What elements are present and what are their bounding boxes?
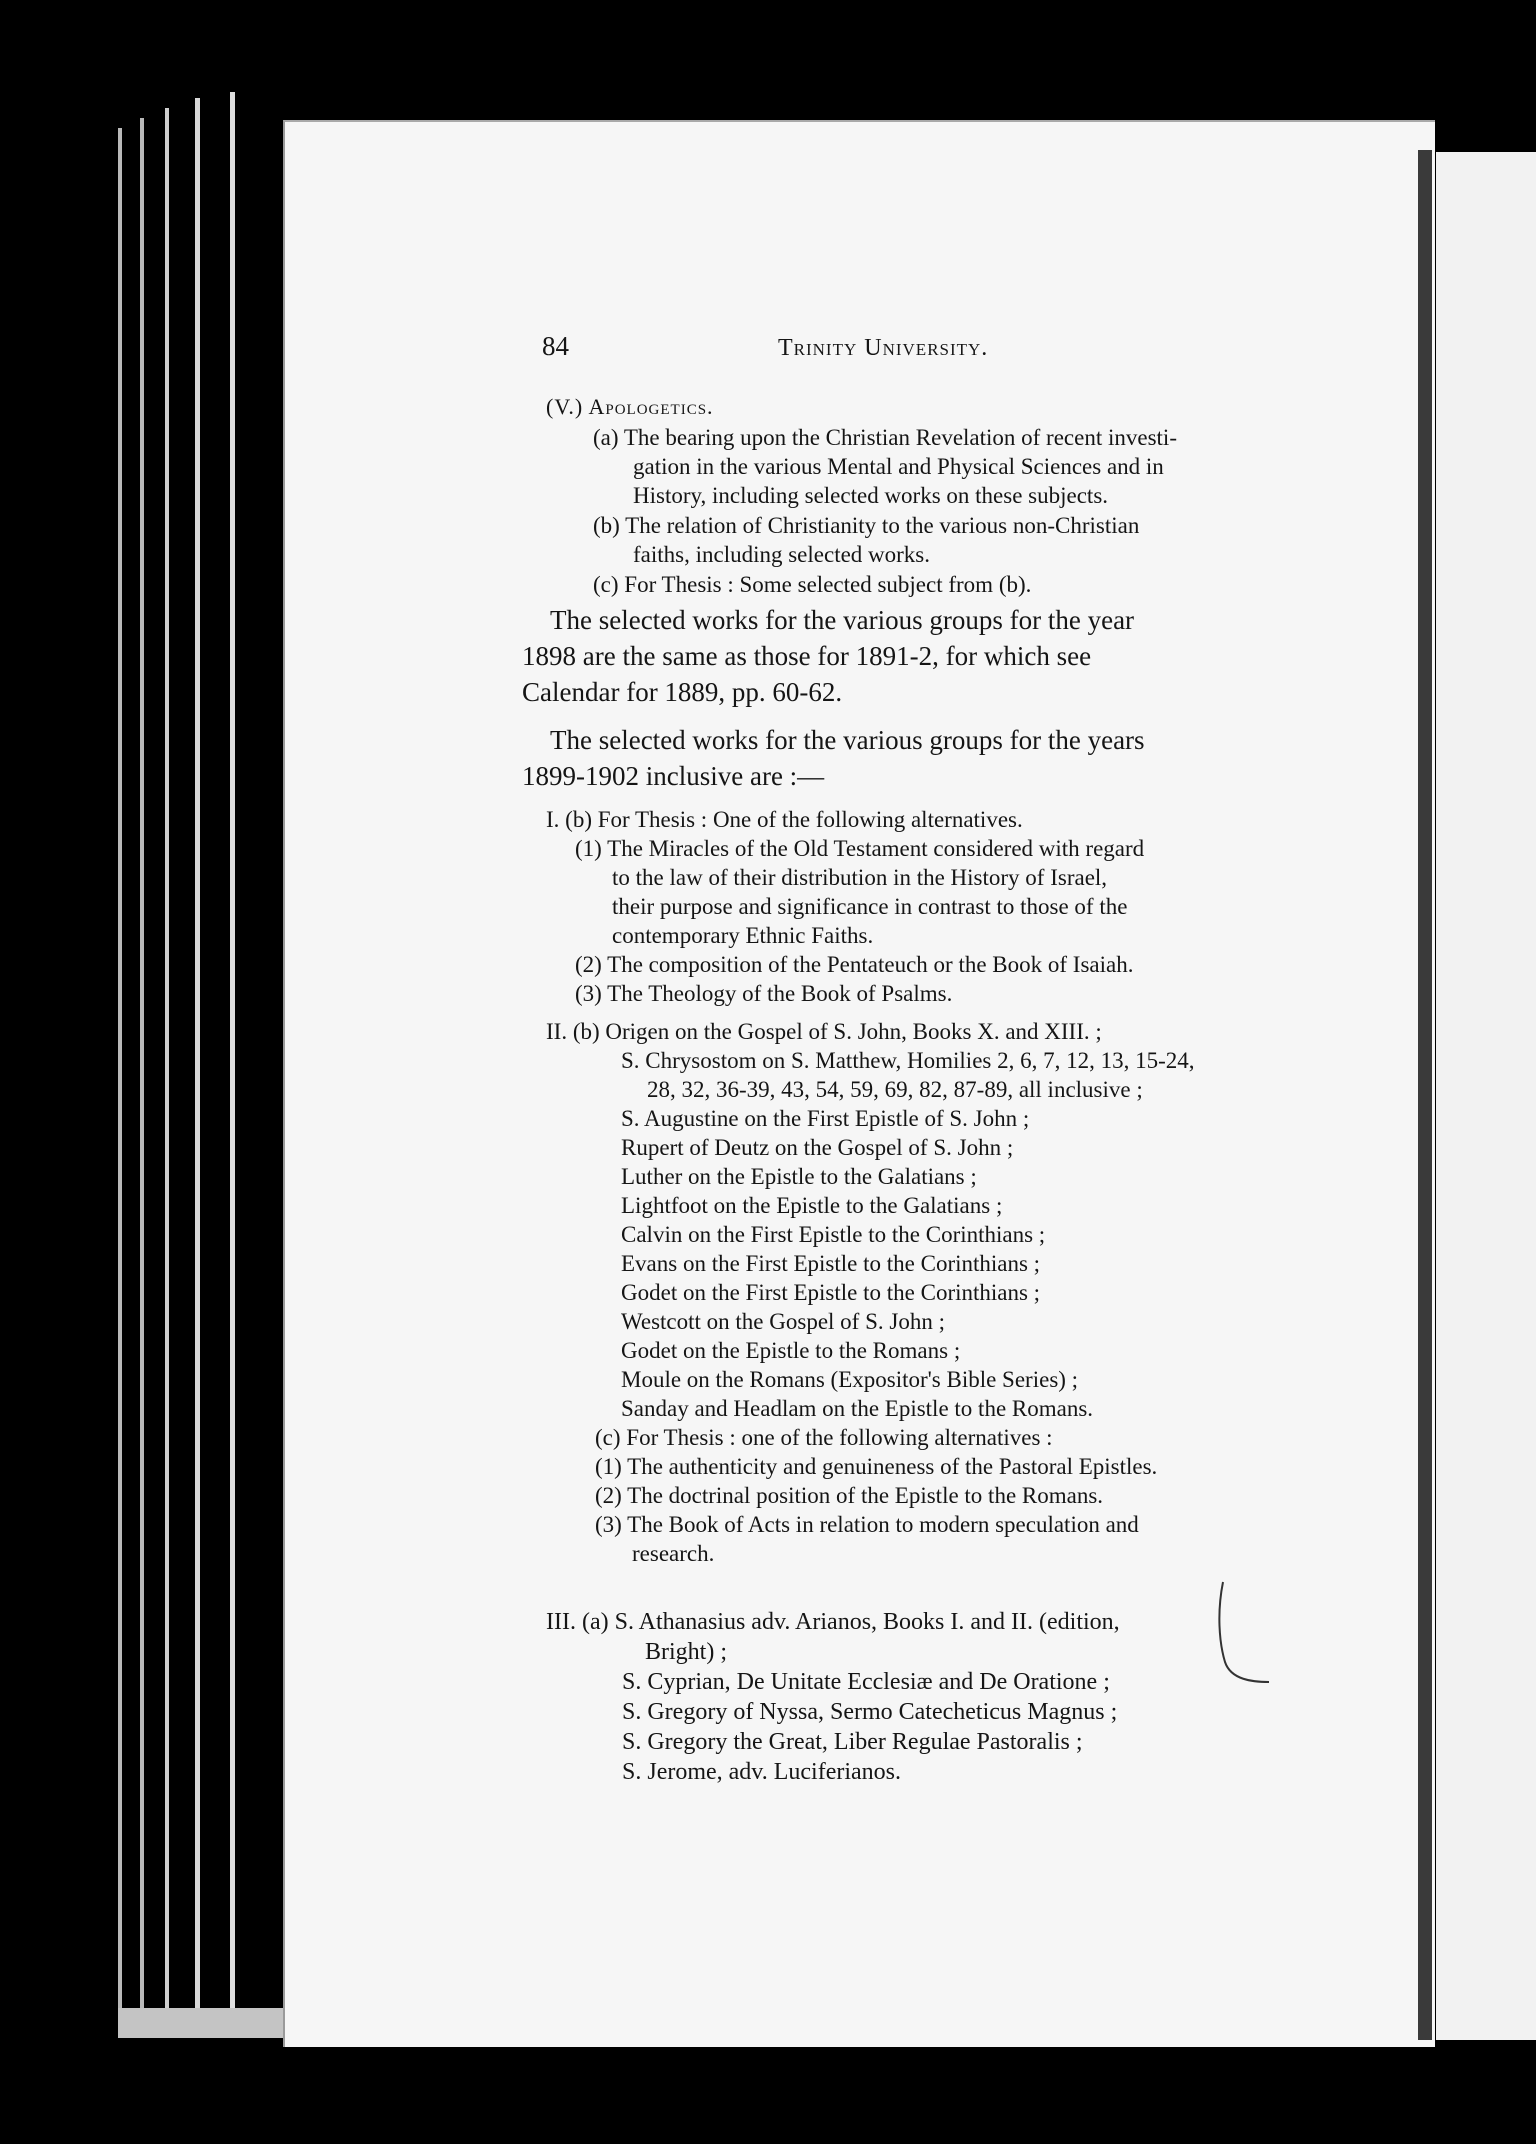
running-title: Trinity University. [778, 335, 989, 361]
paragraph: The selected works for the various groups for the years 1899-1902 inclusive are :— [522, 725, 1145, 791]
group-ii: II. (b) Origen on the Gospel of S. John, Books X. and XIII. ; S. Chrysostom on S. Matthew, Homilies 2, 6, 7, 12, 13, 15-24, 28, 32, 36-39, 43, 54, 59, 69, 82, 87-89, all inclusive ; S. Augustine on the First Epistle of S. John ; Rupert of Deutz on the Gospel of S. John ; Luther on the Epistle to the Galatians ; Lightfoot on the Epistle to the Galatians ; Calvin on the First Epistle to the Corinthians ; Evans on the First Epistle to the Corinthians ; Godet on the First Epistle to the Corinthians ; Westcott on the Gospel of S. John ; Godet on the Epistle to the Romans ; Moule on the Romans (Expositor's Bible Series) ; Sanday and Headlam on the Epistle to the Romans. (c) For Thesis : one of the following alternatives : (1) The authenticity and genuineness of the Pastoral Epistles. (2) The doctrinal position of the Epistle to the Romans. (3) The Book of Acts in relation to modern speculation and research. [546, 1019, 1195, 1566]
page-edge [140, 118, 144, 2008]
page-edge [118, 128, 122, 2008]
page-edge [165, 108, 169, 2008]
list-item: (b) The relation of Christianity to the various non-Christian faiths, including selected works. [593, 513, 1140, 567]
page-edge [118, 2008, 288, 2038]
page-edge [195, 98, 200, 2013]
book-page [283, 120, 1435, 2047]
page-edge [230, 92, 235, 2017]
page-gutter-shadow [1418, 150, 1432, 2040]
group-i: I. (b) For Thesis : One of the following alternatives. (1) The Miracles of the Old Testament considered with regard to the law of their distribution in the History of Israel, their purpose and significance in contrast to those of the contemporary Ethnic Faiths. (2) The composition of the Pentateuch or the Book of Isaiah. (3) The Theology of the Book of Psalms. [546, 807, 1145, 1006]
facing-page-strip [1436, 152, 1536, 2040]
list-item: (c) For Thesis : Some selected subject from (b). [593, 572, 1032, 597]
group-iii: III. (a) S. Athanasius adv. Arianos, Books I. and II. (edition, Bright) ; S. Cyprian, De Unitate Ecclesiæ and De Oratione ; S. Gregory of Nyssa, Sermo Catecheticus Magnus ; S. Gregory the Great, Liber Regulae Pastoralis ; S. Jerome, adv. Luciferianos. [546, 1609, 1120, 1785]
handwritten-mark [1203, 1572, 1273, 1692]
paragraph: The selected works for the various groups for the year 1898 are the same as those for 1891-2, for which see Calendar for 1889, pp. 60-62. [522, 605, 1135, 707]
section-heading: (V.) Apologetics. [546, 394, 714, 419]
list-item: (a) The bearing upon the Christian Revelation of recent investi- gation in the various Mental and Physical Sciences and in History, including selected works on these subjects. [593, 425, 1177, 508]
page-number: 84 [542, 331, 569, 361]
